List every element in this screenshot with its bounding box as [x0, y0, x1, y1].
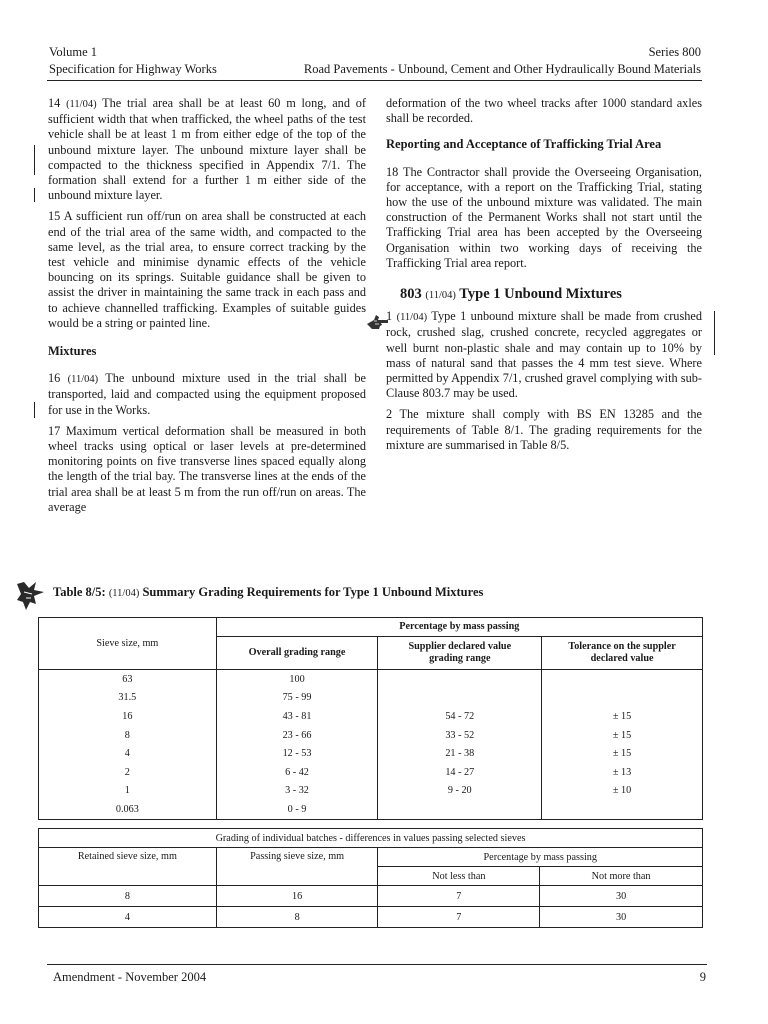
amendment-ref: (11/04) — [67, 374, 99, 386]
paragraph-text: Maximum vertical deformation shall be measured in both wheel tracks using optical or laser levels at pre-determined monitoring points on five transverse lines spaced equally along the length of the trial bay. The transverse lines at the ends of the trial area shall be at least 5 m from the run off/run on areas. The average — [48, 423, 366, 514]
cell-overall: 0 - 9 — [216, 800, 378, 819]
cell-sieve: 8 — [39, 726, 217, 745]
cell-overall: 12 - 53 — [216, 744, 378, 763]
hand-pointer-icon — [366, 312, 390, 332]
table-row — [39, 800, 703, 819]
paragraph-number: 2 — [386, 407, 393, 422]
cell-supplier: 21 - 38 — [378, 744, 542, 763]
cell-tolerance — [542, 800, 703, 819]
paragraph-15 — [48, 209, 366, 331]
paragraph-16 — [48, 371, 366, 418]
section-heading-mixtures: Mixtures — [48, 344, 97, 359]
cell-supplier — [378, 670, 542, 689]
cell-sieve: 63 — [39, 670, 217, 689]
cell-sieve: 0.063 — [39, 800, 217, 819]
cell-overall: 3 - 32 — [216, 782, 378, 801]
table-row — [39, 744, 703, 763]
cell-supplier: 33 - 52 — [378, 726, 542, 745]
header-spec: Specification for Highway Works — [49, 62, 217, 76]
paragraph-17 — [48, 424, 366, 515]
amendment-ref: (11/04) — [108, 588, 140, 599]
right-column — [386, 96, 702, 459]
cell-supplier: 9 - 20 — [378, 782, 542, 801]
amendment-ref: (11/04) — [396, 312, 428, 324]
header-series: Series 800 — [648, 45, 701, 59]
cell-tolerance: ± 15 — [542, 726, 703, 745]
clause-number: 803 — [400, 286, 422, 303]
cell-retained: 8 — [39, 886, 217, 907]
cell-min: 7 — [378, 886, 540, 907]
table-label: Table 8/5: — [53, 585, 106, 599]
cell-max: 30 — [540, 907, 703, 928]
paragraph-17-continued: deformation of the two wheel tracks after 1000 standard axles shall be recorded. — [386, 96, 702, 126]
amendment-ref: (11/04) — [66, 99, 97, 110]
group-header-percentage: Percentage by mass passing — [216, 618, 702, 637]
paragraph-number: 1 — [386, 309, 393, 324]
paragraph-2 — [386, 407, 702, 453]
paragraph-number: 15 — [48, 209, 61, 224]
table-row — [39, 763, 703, 782]
cell-tolerance: ± 13 — [542, 763, 703, 782]
table-row — [39, 707, 703, 726]
table-caption — [53, 585, 483, 600]
batch-col-min: Not less than — [378, 867, 540, 886]
page-number: 9 — [699, 970, 706, 984]
footer-amendment: Amendment - November 2004 — [53, 970, 207, 984]
col-header-sieve: Sieve size, mm — [39, 618, 217, 670]
batch-col-percentage: Percentage by mass passing — [378, 848, 703, 867]
cell-tolerance: ± 10 — [542, 782, 703, 801]
paragraph-1 — [386, 309, 702, 401]
cell-overall: 6 - 42 — [216, 763, 378, 782]
amendment-ref: (11/04) — [425, 290, 456, 302]
paragraph-text: The Contractor shall provide the Overseeing Organisation, for acceptance, with a report on the Trafficking Trial, stating how the use of the unbound mixture was validated. The main construction of the Permanent Works shall not start until the Trafficking Trial area has been accepted by the Overseeing Organisation within two working days of receiving the Trafficking Trial area report. — [386, 164, 702, 270]
col-header-tolerance: Tolerance on the suppler declared value — [542, 637, 703, 670]
batch-heading: Grading of individual batches - differences in values passing selected sieves — [39, 829, 703, 848]
table-row — [39, 689, 703, 708]
table-title: Summary Grading Requirements for Type 1 Unbound Mixtures — [142, 585, 484, 599]
cell-passing: 8 — [216, 907, 378, 928]
header-volume: Volume 1 — [49, 45, 98, 59]
table-row — [39, 726, 703, 745]
left-column — [48, 96, 366, 521]
cell-sieve: 16 — [39, 707, 217, 726]
grading-table — [38, 617, 703, 820]
paragraph-text: A sufficient run off/run on area shall be constructed at each end of the trial area of the same width, and compacted to the same level, as the trial area, to ensure correct tracking by the test vehicle and minimise dynamic effects of the vehicle bouncing on its springs. Suitable guidance shall be given to assist the driver in maintaining the same track in each pass and to achieve channelled trafficking. Examples of suitable guides would be a string or painted line. — [48, 209, 366, 330]
cell-sieve: 4 — [39, 744, 217, 763]
change-bar — [34, 188, 35, 202]
hand-pointer-icon — [14, 580, 50, 612]
cell-supplier — [378, 800, 542, 819]
cell-tolerance — [542, 670, 703, 689]
cell-tolerance — [542, 689, 703, 708]
change-bar — [34, 145, 35, 175]
batch-col-max: Not more than — [540, 867, 703, 886]
cell-supplier: 14 - 27 — [378, 763, 542, 782]
paragraph-14 — [48, 96, 366, 203]
cell-tolerance: ± 15 — [542, 707, 703, 726]
cell-retained: 4 — [39, 907, 217, 928]
paragraph-text: Type 1 unbound mixture shall be made from crushed rock, crushed slag, crushed concrete, recycled aggregates or well burnt non-plastic shale and may contain up to 10% by mass of natural sand that passes the 4 mm test sieve. Where permitted by Appendix 7/1, crushed gravel complying with sub-Clause 803.7 may be used. — [386, 309, 703, 401]
cell-overall: 23 - 66 — [216, 726, 378, 745]
header-rule — [47, 80, 702, 81]
col-header-overall: Overall grading range — [216, 637, 378, 670]
cell-sieve: 1 — [39, 782, 217, 801]
paragraph-number: 14 — [48, 96, 61, 110]
change-bar — [714, 311, 715, 355]
batch-col-retained: Retained sieve size, mm — [39, 848, 217, 886]
paragraph-text: The trial area shall be at least 60 m long, and of sufficient width that when trafficked, the wheel paths of the test vehicle shall be at least 1 m from either edge of the top of the unbound mixture layer. The unbound mixture layer shall be compacted to the thickness specified in Appendix 7/1. The formation shall extend for a further 1 m either side of the unbound mixture layer. — [48, 96, 366, 203]
section-heading-reporting: Reporting and Acceptance of Trafficking Trial Area — [386, 137, 662, 152]
paragraph-18 — [386, 165, 702, 271]
table-row — [39, 907, 703, 928]
cell-supplier — [378, 689, 542, 708]
cell-sieve: 31.5 — [39, 689, 217, 708]
col-header-supplier: Supplier declared value grading range — [378, 637, 542, 670]
cell-overall: 43 - 81 — [216, 707, 378, 726]
batch-table — [38, 828, 703, 928]
cell-supplier: 54 - 72 — [378, 707, 542, 726]
footer-rule — [47, 964, 707, 965]
header-subject: Road Pavements - Unbound, Cement and Other Hydraulically Bound Materials — [303, 62, 701, 76]
paragraph-number: 18 — [386, 164, 399, 179]
paragraph-text: The mixture shall comply with BS EN 13285 and the requirements of Table 8/1. The grading requirements for the mixture are summarised in Table 8/5. — [386, 407, 702, 452]
table-row — [39, 670, 703, 689]
paragraph-number: 17 — [48, 423, 61, 438]
cell-min: 7 — [378, 907, 540, 928]
clause-title: Type 1 Unbound Mixtures — [459, 286, 622, 303]
table-row — [39, 782, 703, 801]
change-bar — [34, 402, 35, 418]
table-row — [39, 886, 703, 907]
clause-heading-803 — [400, 287, 702, 303]
cell-passing: 16 — [216, 886, 378, 907]
paragraph-text: The unbound mixture used in the trial shall be transported, laid and compacted using the equipment proposed for use in the Works. — [48, 371, 367, 417]
cell-max: 30 — [540, 886, 703, 907]
cell-sieve: 2 — [39, 763, 217, 782]
paragraph-number: 16 — [48, 371, 61, 386]
cell-tolerance: ± 15 — [542, 744, 703, 763]
cell-overall: 75 - 99 — [216, 689, 378, 708]
batch-col-passing: Passing sieve size, mm — [216, 848, 378, 886]
cell-overall: 100 — [216, 670, 378, 689]
